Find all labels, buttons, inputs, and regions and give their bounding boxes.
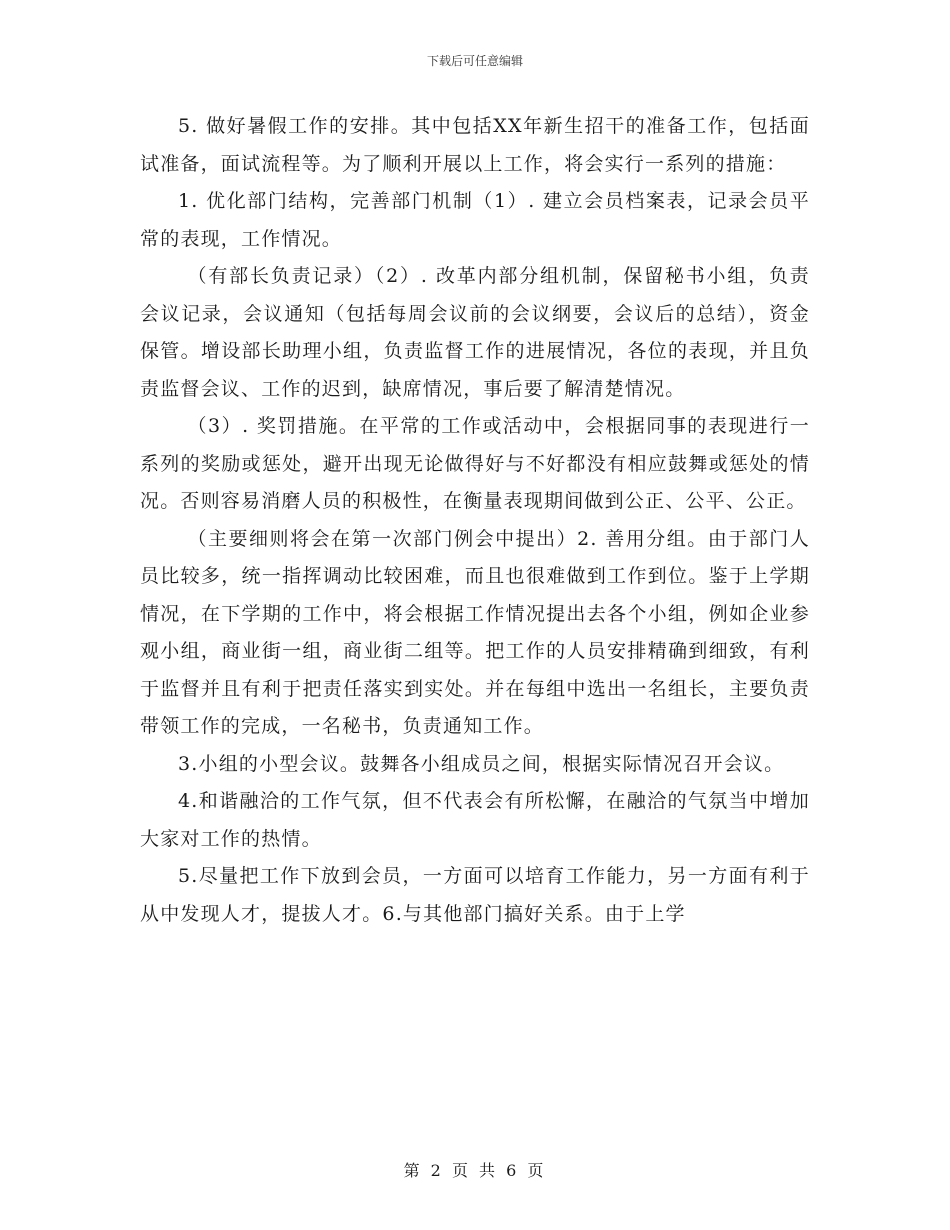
paragraph-small-meetings: 3.小组的小型会议。鼓舞各小组成员之间，根据实际情况召开会议。 [178, 752, 785, 775]
paragraph-rewards-penalties: （3）. 奖罚措施。在平常的工作或活动中，会根据同事的表现进行一系列的奖励或惩处，避开出现无论做得好与不好都没有相应鼓舞或惩处的情况。否则容易消磨人员的积极性，在衡量表现期间做到公正、公平、公正。 [140, 415, 810, 512]
document-body [140, 108, 810, 933]
paragraph-optimize-structure: 1. 优化部门结构，完善部门机制（1）. 建立会员档案表，记录会员平常的表现，工作情况。 [140, 190, 810, 250]
paragraph-harmonious-atmosphere: 4.和谐融洽的工作气氛，但不代表会有所松懈，在融洽的气氛当中增加大家对工作的热情。 [140, 790, 810, 850]
paragraph-delegate-work: 5.尽量把工作下放到会员，一方面可以培育工作能力，另一方面有利于从中发现人才，提拔人才。6.与其他部门搞好关系。由于上学 [140, 865, 810, 925]
page-number: 第 2 页 共 6 页 [403, 1161, 547, 1180]
paragraph-reform-grouping: （有部长负责记录）（2）. 改革内部分组机制，保留秘书小组，负责会议记录，会议通知（包括每周会议前的会议纲要，会议后的总结），资金保管。增设部长助理小组，负责监督工作的进展情况，各位的表现，并且负责监督会议、工作的迟到，缺席情况，事后要了解清楚情况。 [140, 265, 810, 400]
page-header: 下载后可任意编辑 [426, 54, 523, 68]
paragraph-use-groups: （主要细则将会在第一次部门例会中提出）2. 善用分组。由于部门人员比较多，统一指挥调动比较困难，而且也很难做到工作到位。鉴于上学期情况，在下学期的工作中，将会根据工作情况提出去各个小组，例如企业参观小组，商业街一组，商业街二组等。把工作的人员安排精确到细致，有利于监督并且有利于把责任落实到实处。并在每组中选出一名组长，主要负责带领工作的完成，一名秘书，负责通知工作。 [140, 527, 810, 737]
paragraph-summer-arrangement: 5. 做好暑假工作的安排。其中包括XX年新生招干的准备工作，包括面试准备，面试流程等。为了顺利开展以上工作，将会实行一系列的措施： [140, 115, 810, 175]
